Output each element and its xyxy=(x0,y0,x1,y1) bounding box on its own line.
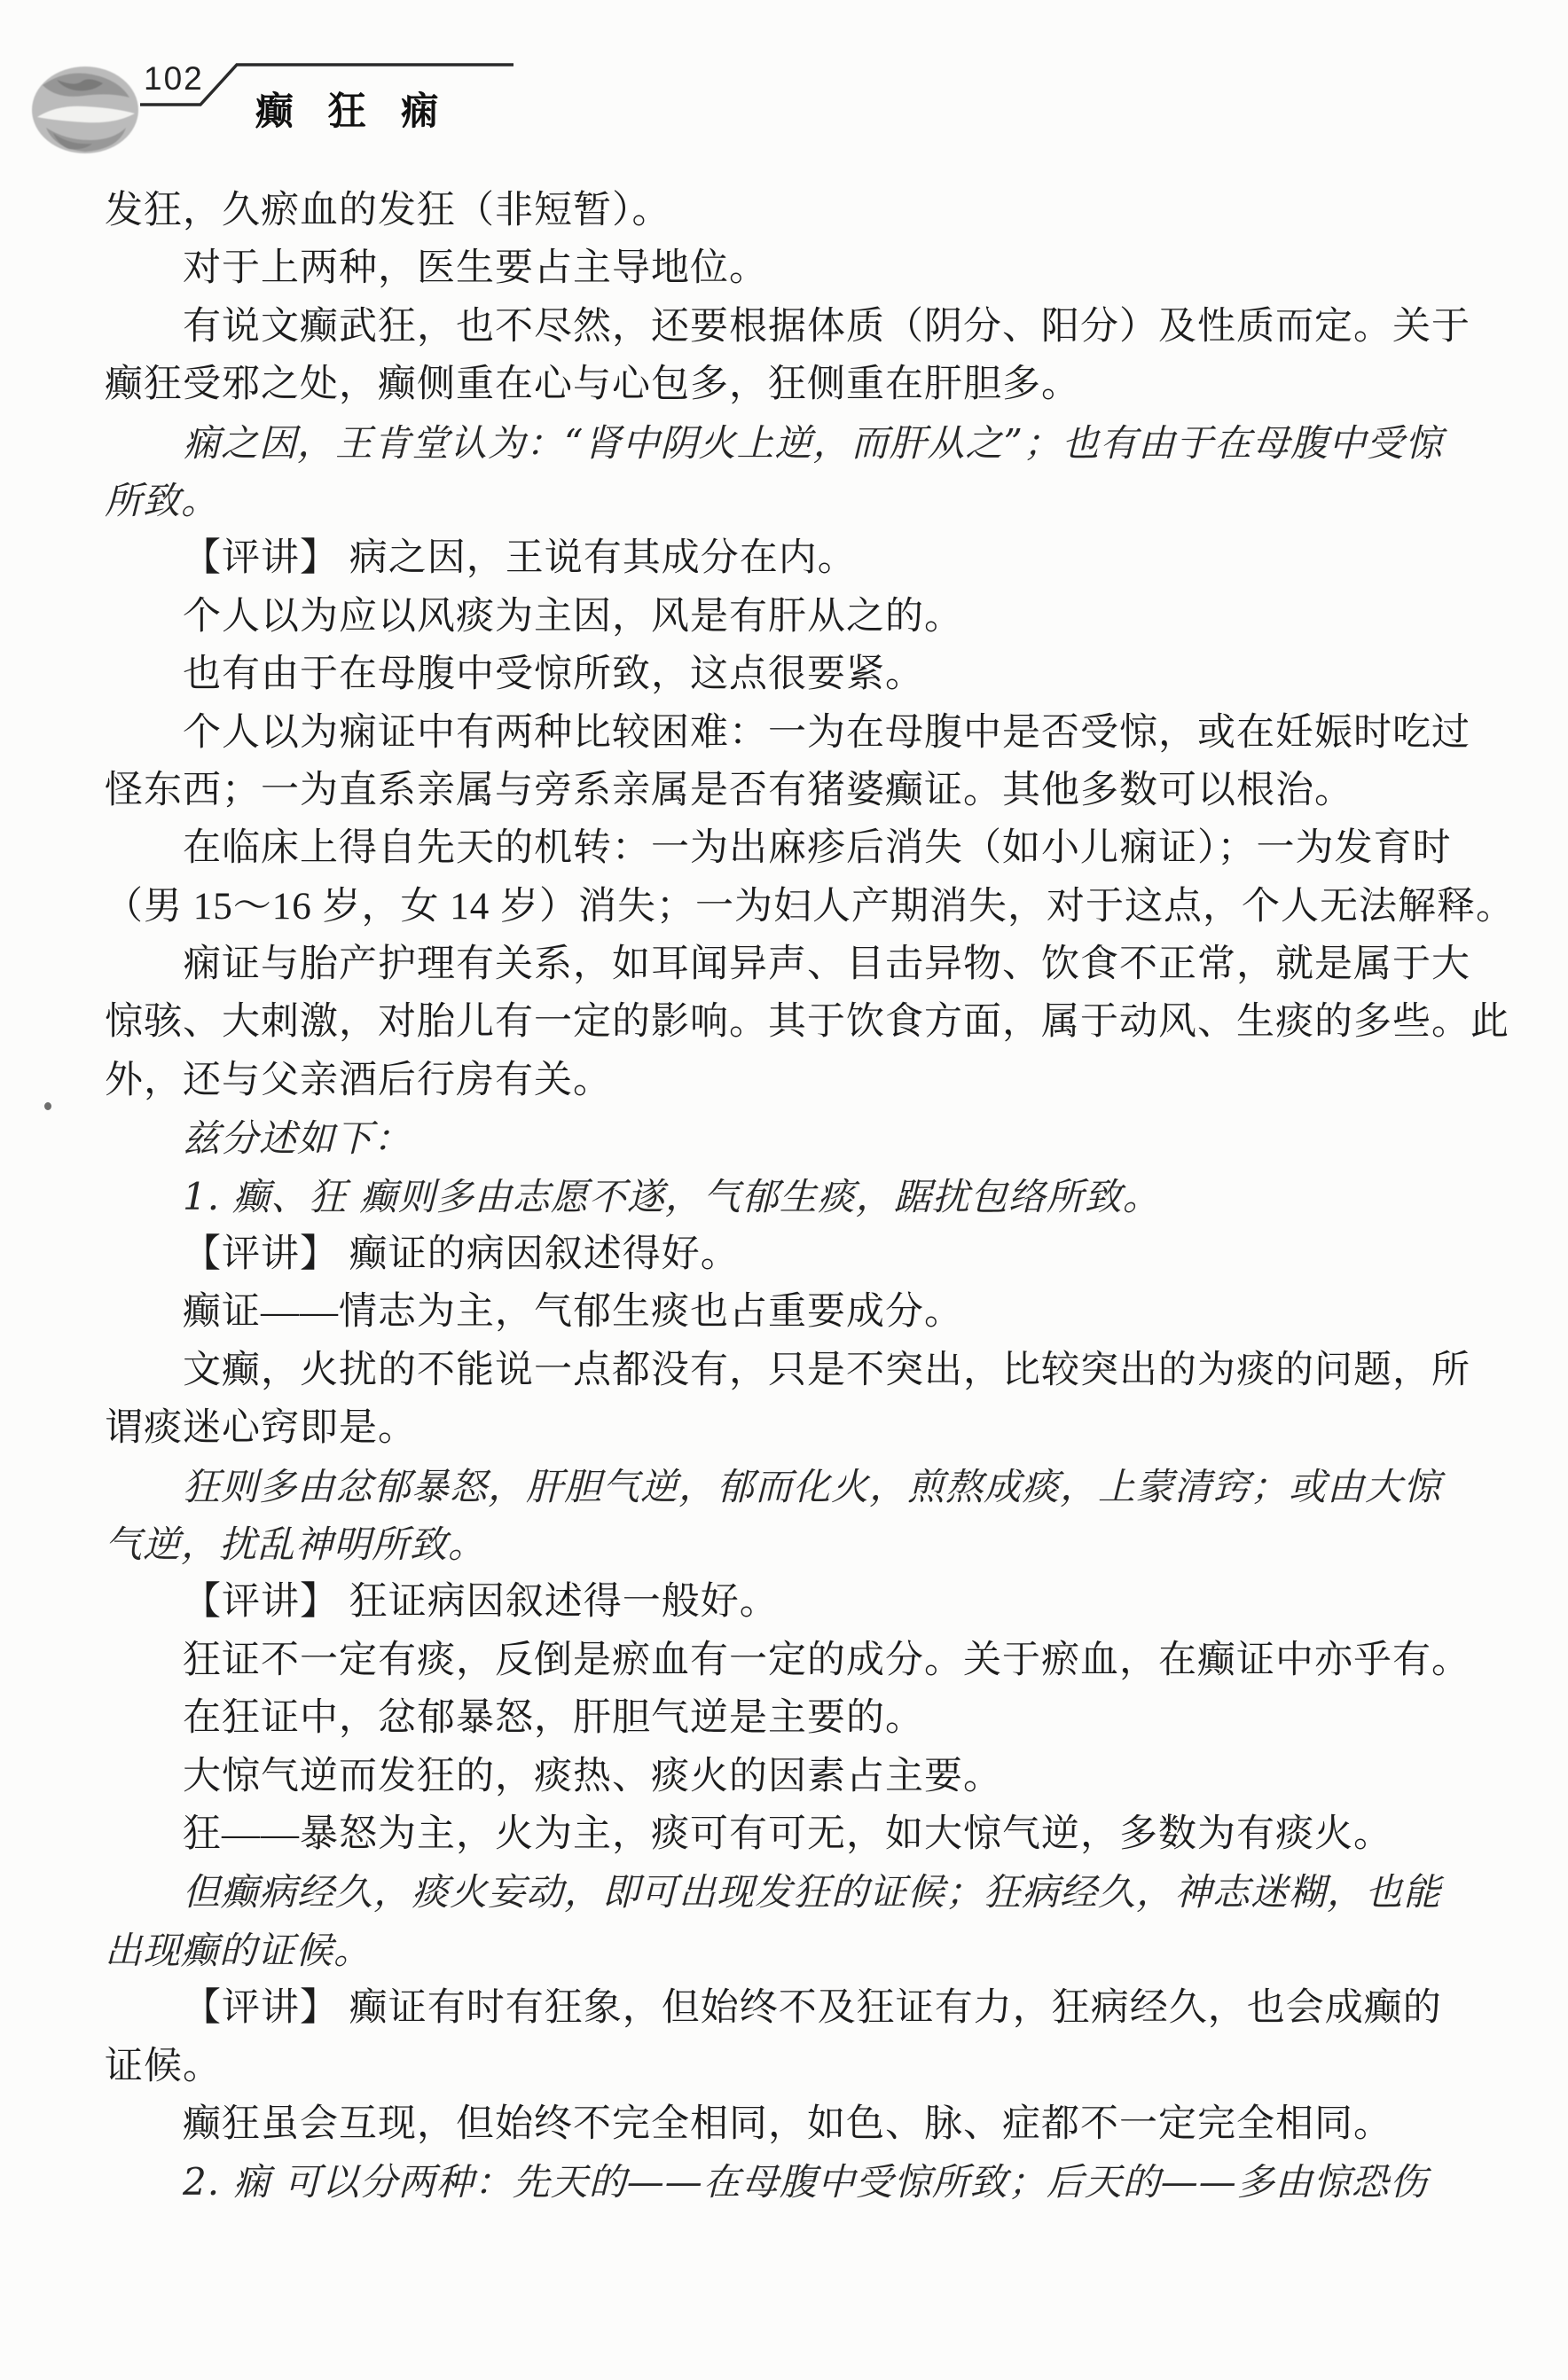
text-line: 狂证不一定有痰，反倒是瘀血有一定的成分。关于瘀血，在癫证中亦乎有。 xyxy=(183,1639,1470,1681)
text-line: 【评讲】 狂证病因叙述得一般好。 xyxy=(183,1581,779,1624)
text-line: 出现癫的证候。 xyxy=(105,1928,372,1972)
text-body xyxy=(105,182,1515,2212)
scan-speck xyxy=(44,1102,51,1110)
text-line: 兹分述如下： xyxy=(183,1116,412,1161)
text-line: 怪东西；一为直系亲属与旁系亲属是否有猪婆癫证。其他多数可以根治。 xyxy=(105,769,1353,811)
text-line: 狂——暴怒为主，火为主，痰可有可无，如大惊气逆，多数为有痰火。 xyxy=(183,1812,1392,1855)
text-line: 外，还与父亲酒后行房有关。 xyxy=(105,1059,612,1101)
text-line: 但癫病经久，痰火妄动，即可出现发狂的证候；狂病经久，神志迷糊，也能 xyxy=(183,1870,1442,1914)
text-line: （男 15～16 岁，女 14 岁）消失；一为妇人产期消失，对于这点，个人无法解释。 xyxy=(105,885,1515,928)
text-line: 谓痰迷心窍即是。 xyxy=(105,1407,417,1450)
text-line: 也有由于在母腹中受惊所致，这点很要紧。 xyxy=(183,654,924,696)
text-line: 【评讲】 病之因，王说有其成分在内。 xyxy=(183,537,857,580)
text-line: 发狂，久瘀血的发狂（非短暂）。 xyxy=(105,190,671,231)
text-line: 【评讲】 癫证的病因叙述得好。 xyxy=(183,1233,740,1276)
page-number: 102 xyxy=(144,60,204,97)
text-line: 有说文癫武狂，也不尽然，还要根据体质（阴分、阳分）及性质而定。关于 xyxy=(183,305,1470,348)
text-line: 在临床上得自先天的机转：一为出麻疹后消失（如小儿痫证）；一为发育时 xyxy=(183,827,1452,870)
text-line: 个人以为应以风痰为主因，风是有肝从之的。 xyxy=(183,595,963,638)
text-line: 癫狂虽会互现，但始终不完全相同，如色、脉、症都不一定完全相同。 xyxy=(183,2102,1392,2145)
text-line: 所致。 xyxy=(105,478,220,522)
text-line: 痫之因，王肯堂认为：“肾中阴火上逆，而肝从之”；也有由于在母腹中受惊 xyxy=(183,420,1443,465)
text-line: 惊骇、大刺激，对胎儿有一定的影响。其于饮食方面，属于动风、生痰的多些。此 xyxy=(105,1001,1509,1044)
text-line: 气逆，扰乱神明所致。 xyxy=(105,1522,487,1566)
chapter-title: 癫 狂 痫 xyxy=(255,91,441,133)
text-line: 大惊气逆而发狂的，痰热、痰火的因素占主要。 xyxy=(183,1755,1002,1797)
text-line: 癫狂受邪之处，癫侧重在心与心包多，狂侧重在肝胆多。 xyxy=(105,364,1080,406)
text-line: 对于上两种，医生要占主导地位。 xyxy=(183,247,768,290)
text-line: 狂则多由忿郁暴怒，肝胆气逆，郁而化火，煎熬成痰，上蒙清窍；或由大惊 xyxy=(183,1464,1442,1508)
text-line: 证候。 xyxy=(105,2045,222,2087)
text-line: 1. 癫、狂 癫则多由志愿不遂，气郁生痰，踞扰包络所致。 xyxy=(183,1174,1161,1218)
text-line: 在狂证中，忿郁暴怒，肝胆气逆是主要的。 xyxy=(183,1697,924,1740)
text-line: 2. 痫 可以分两种：先天的——在母腹中受惊所致；后天的——多由惊恐伤 xyxy=(183,2160,1428,2204)
text-line: 癫证——情志为主，气郁生痰也占重要成分。 xyxy=(183,1291,963,1334)
text-line: 文癫，火扰的不能说一点都没有，只是不突出，比较突出的为痰的问题，所 xyxy=(183,1349,1470,1391)
text-line: 【评讲】 癫证有时有狂象，但始终不及狂证有力，狂病经久，也会成癫的 xyxy=(183,1987,1442,2030)
text-line: 个人以为痫证中有两种比较困难：一为在母腹中是否受惊，或在妊娠时吃过 xyxy=(183,711,1470,754)
text-line: 痫证与胎产护理有关系，如耳闻异声、目击异物、饮食不正常，就是属于大 xyxy=(183,943,1470,986)
